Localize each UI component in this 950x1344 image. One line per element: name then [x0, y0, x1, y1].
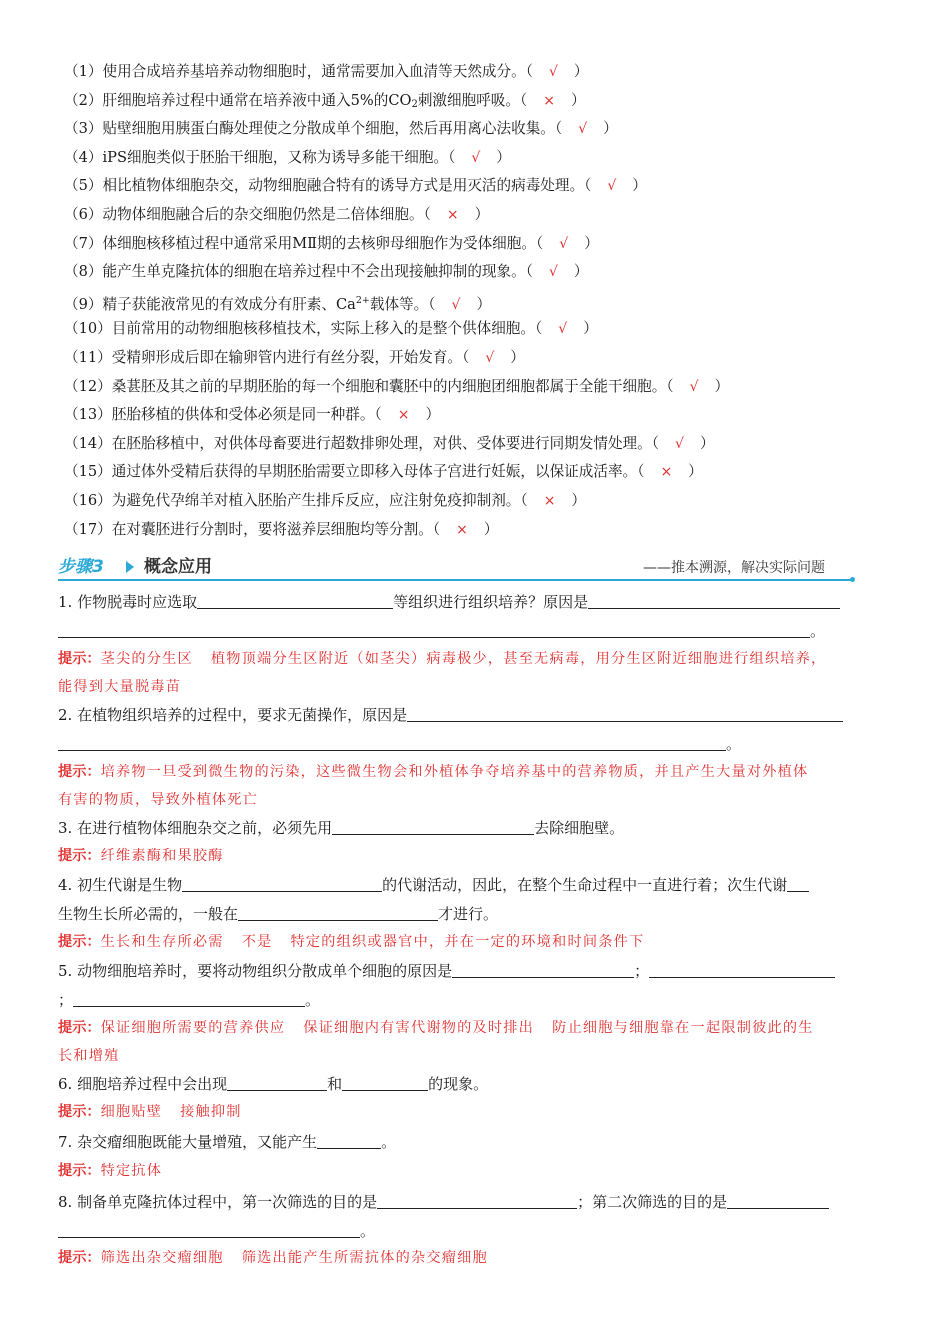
- question-4: 4. 初生代谢是生物 的代谢活动，因此，在整个生命过程中一直进行着；次生代谢: [58, 872, 809, 898]
- check-mark: √: [578, 121, 588, 138]
- question-1: 1. 作物脱毒时应选取 等组织进行组织培养？原因是: [58, 589, 840, 615]
- answer-blank[interactable]: [332, 816, 534, 835]
- judgment-item: （1）使用合成培养基培养动物细胞时，通常需要加入血清等天然成分。（ √ ）: [64, 58, 894, 87]
- question-2: 2. 在植物组织培养的过程中，要求无菌操作，原因是: [58, 702, 843, 728]
- answer-blank[interactable]: [727, 1190, 829, 1209]
- cross-mark: ×: [456, 521, 468, 538]
- judgment-item: （16）为避免代孕绵羊对植入胚胎产生排斥反应，应注射免疫抑制剂。（ × ）: [64, 487, 894, 516]
- judgment-item: （10）目前常用的动物细胞核移植技术，实际上移入的是整个供体细胞。（ √ ）: [64, 315, 894, 344]
- answer-blank[interactable]: [73, 988, 305, 1007]
- answer-blank[interactable]: [787, 873, 809, 892]
- question-8: 8. 制备单克隆抗体过程中，第一次筛选的目的是 ；第二次筛选的目的是: [58, 1189, 829, 1215]
- answer-blank[interactable]: [58, 619, 810, 638]
- cross-mark: ×: [660, 464, 673, 481]
- check-mark: √: [471, 149, 481, 166]
- answer-blank[interactable]: [452, 959, 634, 978]
- dot-icon: [850, 577, 855, 582]
- step-badge: 步骤3: [58, 557, 104, 577]
- cross-mark: ×: [446, 206, 459, 223]
- question-5-cont: ； 。: [58, 987, 320, 1013]
- answer-blank[interactable]: [182, 873, 382, 892]
- judgment-item: （8）能产生单克隆抗体的细胞在培养过程中不会出现接触抑制的现象。（ √ ）: [64, 258, 894, 287]
- answer-blank[interactable]: [342, 1072, 428, 1091]
- answer-blank[interactable]: [197, 590, 393, 609]
- hint-3: 提示：纤维素酶和果胶酶: [58, 848, 224, 864]
- section-banner: [58, 556, 853, 582]
- judgment-item: （6）动物体细胞融合后的杂交细胞仍然是二倍体细胞。（ × ）: [64, 201, 894, 230]
- question-4-cont: 生物生长所必需的，一般在 才进行。: [58, 901, 498, 927]
- hint-5: 提示：保证细胞所需要的营养供应 保证细胞内有害代谢物的及时排出 防止细胞与细胞靠在一起限制彼此的生: [58, 1020, 814, 1036]
- cross-mark: ×: [543, 492, 556, 509]
- judgment-item: （2）肝细胞培养过程中通常在培养液中通入5%的$CO_2$刺激细胞呼吸。（ × ）: [64, 87, 894, 116]
- check-mark: √: [485, 349, 495, 366]
- hint-7: 提示：特定抗体: [58, 1163, 163, 1179]
- answer-blank[interactable]: [649, 959, 835, 978]
- question-1-cont: 。: [58, 618, 825, 644]
- check-mark: √: [451, 296, 461, 313]
- check-mark: √: [689, 378, 699, 395]
- judgment-item: （15）通过体外受精后获得的早期胚胎需要立即移入母体子宫进行妊娠，以保证成活率。（ × ）: [64, 458, 894, 487]
- hint-4: 提示：生长和生存所必需 不是 特定的组织或器官中，并在一定的环境和时间条件下: [58, 934, 645, 950]
- judgment-item: （3）贴壁细胞用胰蛋白酶处理使之分散成单个细胞，然后再用离心法收集。（ √ ）: [64, 115, 894, 144]
- judgment-item: （4）iPS细胞类似于胚胎干细胞，又称为诱导多能干细胞。（ √ ）: [64, 144, 894, 173]
- hint-8: 提示：筛选出杂交瘤细胞 筛选出能产生所需抗体的杂交瘤细胞: [58, 1250, 488, 1266]
- judgment-item: （9）精子获能液常见的有效成分有肝素、$Ca^{2+}$载体等。（ √ ）: [64, 287, 894, 316]
- judgment-item: （13）胚胎移植的供体和受体必须是同一种群。（ × ）: [64, 401, 894, 430]
- question-8-cont: 。: [58, 1218, 375, 1244]
- answer-blank[interactable]: [227, 1072, 327, 1091]
- cross-mark: ×: [543, 92, 556, 109]
- check-mark: √: [558, 321, 568, 338]
- question-6: 6. 细胞培养过程中会出现 和 的现象。: [58, 1071, 488, 1097]
- section-title: 概念应用: [144, 557, 212, 577]
- answer-blank[interactable]: [238, 902, 438, 921]
- answer-blank[interactable]: [58, 732, 726, 751]
- question-7: 7. 杂交瘤细胞既能大量增殖，又能产生 。: [58, 1129, 396, 1155]
- judgment-item: （14）在胚胎移植中，对供体母畜要进行超数排卵处理，对供、受体要进行同期发情处理。（ √ ）: [64, 430, 894, 459]
- question-2-cont: 。: [58, 731, 741, 757]
- question-5: 5. 动物细胞培养时，要将动物组织分散成单个细胞的原因是 ；: [58, 958, 835, 984]
- question-3: 3. 在进行植物体细胞杂交之前，必须先用 去除细胞壁。: [58, 815, 624, 841]
- banner-divider: [58, 579, 853, 581]
- section-subtitle: ——推本溯源，解决实际问题: [643, 560, 825, 576]
- hint-2-cont: 有害的物质，导致外植体死亡: [58, 792, 259, 808]
- hint-6: 提示：细胞贴壁 接触抑制: [58, 1104, 242, 1120]
- triangle-arrow-icon: [126, 561, 134, 573]
- cross-mark: ×: [397, 407, 410, 424]
- answer-blank[interactable]: [377, 1190, 577, 1209]
- check-mark: √: [607, 178, 617, 195]
- hint-1-cont: 能得到大量脱毒苗: [58, 679, 182, 695]
- judgment-item: （11）受精卵形成后即在输卵管内进行有丝分裂，开始发育。（ √ ）: [64, 344, 894, 373]
- hint-5-cont: 长和增殖: [58, 1048, 120, 1064]
- true-false-list: [64, 58, 894, 544]
- hint-1: 提示：茎尖的分生区 植物顶端分生区附近（如茎尖）病毒极少，甚至无病毒，用分生区附近细胞进行组织培养，: [58, 651, 827, 667]
- judgment-item: （12）桑葚胚及其之前的早期胚胎的每一个细胞和囊胚中的内细胞团细胞都属于全能干细胞。（ √ ）: [64, 373, 894, 402]
- check-mark: √: [559, 235, 569, 252]
- check-mark: √: [549, 264, 558, 281]
- check-mark: √: [675, 435, 684, 452]
- answer-blank[interactable]: [588, 590, 840, 609]
- judgment-item: （17）在对囊胚进行分割时，要将滋养层细胞均等分割。（ × ）: [64, 516, 894, 545]
- judgment-item: （7）体细胞核移植过程中通常采用MⅡ期的去核卵母细胞作为受体细胞。（ √ ）: [64, 230, 894, 259]
- answer-blank[interactable]: [58, 1219, 360, 1238]
- judgment-item: （5）相比植物体细胞杂交，动物细胞融合特有的诱导方式是用灭活的病毒处理。（ √ ）: [64, 172, 894, 201]
- hint-2: 提示：培养物一旦受到微生物的污染，这些微生物会和外植体争夺培养基中的营养物质，并且产生大量对外植体: [58, 764, 809, 780]
- answer-blank[interactable]: [407, 703, 843, 722]
- check-mark: √: [549, 64, 558, 80]
- answer-blank[interactable]: [317, 1130, 381, 1149]
